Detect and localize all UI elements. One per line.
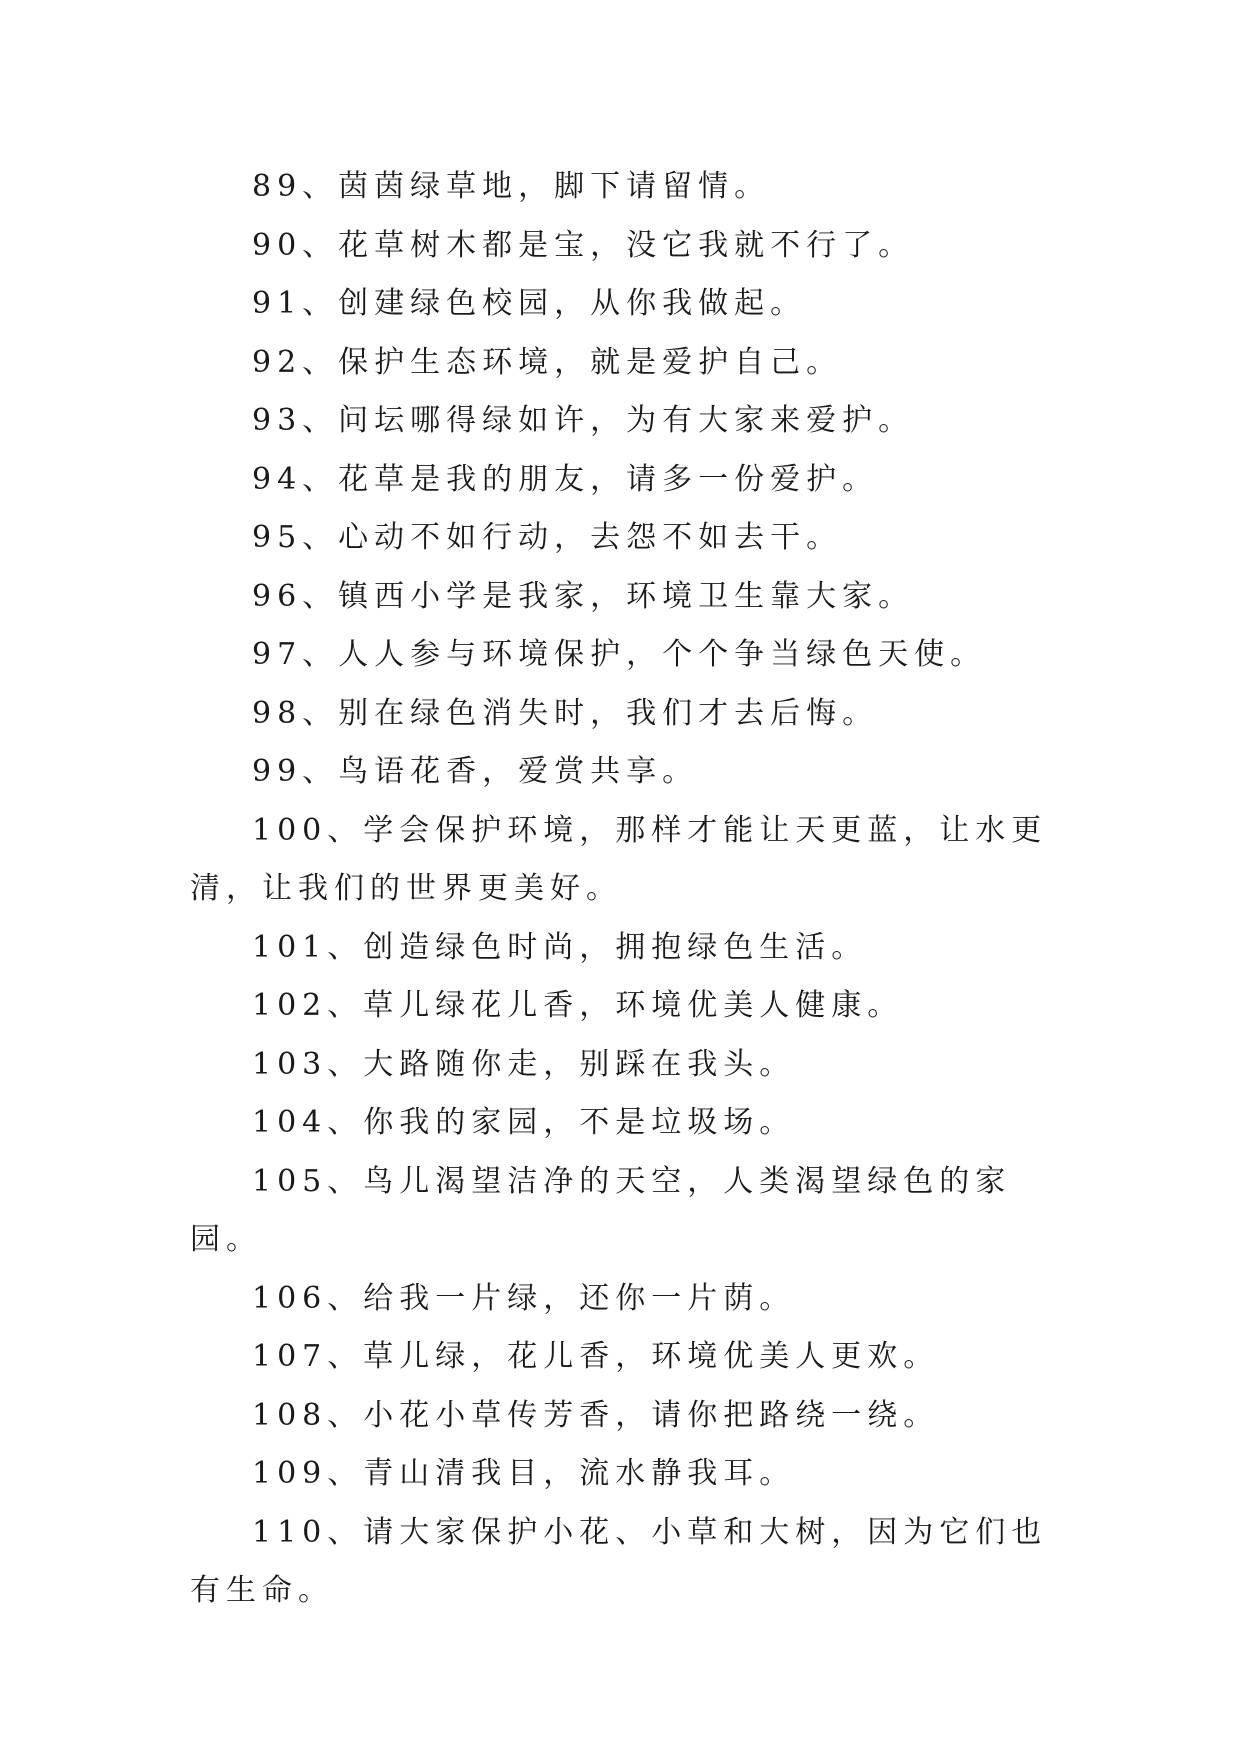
- slogan-item: 102、草儿绿花儿香，环境优美人健康。: [252, 988, 904, 1023]
- slogan-item: 110、请大家保护小花、小草和大树，因为它们也有生命。: [190, 1514, 1048, 1608]
- slogan-item: 89、茵茵绿草地，脚下请留情。: [252, 169, 771, 204]
- slogan-item: 105、鸟儿渴望洁净的天空，人类渴望绿色的家园。: [190, 1163, 1012, 1257]
- slogan-item: 91、创建绿色校园，从你我做起。: [252, 286, 807, 321]
- slogan-item: 97、人人参与环境保护，个个争当绿色天使。: [252, 637, 987, 672]
- slogan-item: 93、问坛哪得绿如许，为有大家来爱护。: [252, 403, 915, 438]
- slogan-item: 98、别在绿色消失时，我们才去后悔。: [252, 695, 879, 731]
- slogan-item: 92、保护生态环境，就是爱护自己。: [252, 344, 843, 380]
- slogan-item: 96、镇西小学是我家，环境卫生靠大家。: [252, 578, 915, 614]
- slogan-item: 99、鸟语花香，爱赏共享。: [252, 754, 699, 789]
- slogan-item: 109、青山清我目，流水静我耳。: [252, 1456, 796, 1491]
- slogan-item: 108、小花小草传芳香，请你把路绕一绕。: [252, 1397, 940, 1433]
- slogan-item: 90、花草树木都是宝，没它我就不行了。: [252, 227, 915, 263]
- slogan-item: 101、创造绿色时尚，拥抱绿色生活。: [252, 929, 868, 965]
- slogan-item: 107、草儿绿，花儿香，环境优美人更欢。: [252, 1339, 940, 1374]
- slogan-item: 103、大路随你走，别踩在我头。: [252, 1046, 796, 1082]
- slogan-item: 104、你我的家园，不是垃圾场。: [252, 1105, 796, 1140]
- slogan-list: [190, 158, 1060, 1621]
- slogan-item: 95、心动不如行动，去怨不如去干。: [252, 520, 843, 555]
- slogan-item: 106、给我一片绿，还你一片荫。: [252, 1280, 796, 1316]
- slogan-item: 94、花草是我的朋友，请多一份爱护。: [252, 461, 879, 497]
- slogan-item: 100、学会保护环境，那样才能让天更蓝，让水更清，让我们的世界更美好。: [190, 812, 1048, 906]
